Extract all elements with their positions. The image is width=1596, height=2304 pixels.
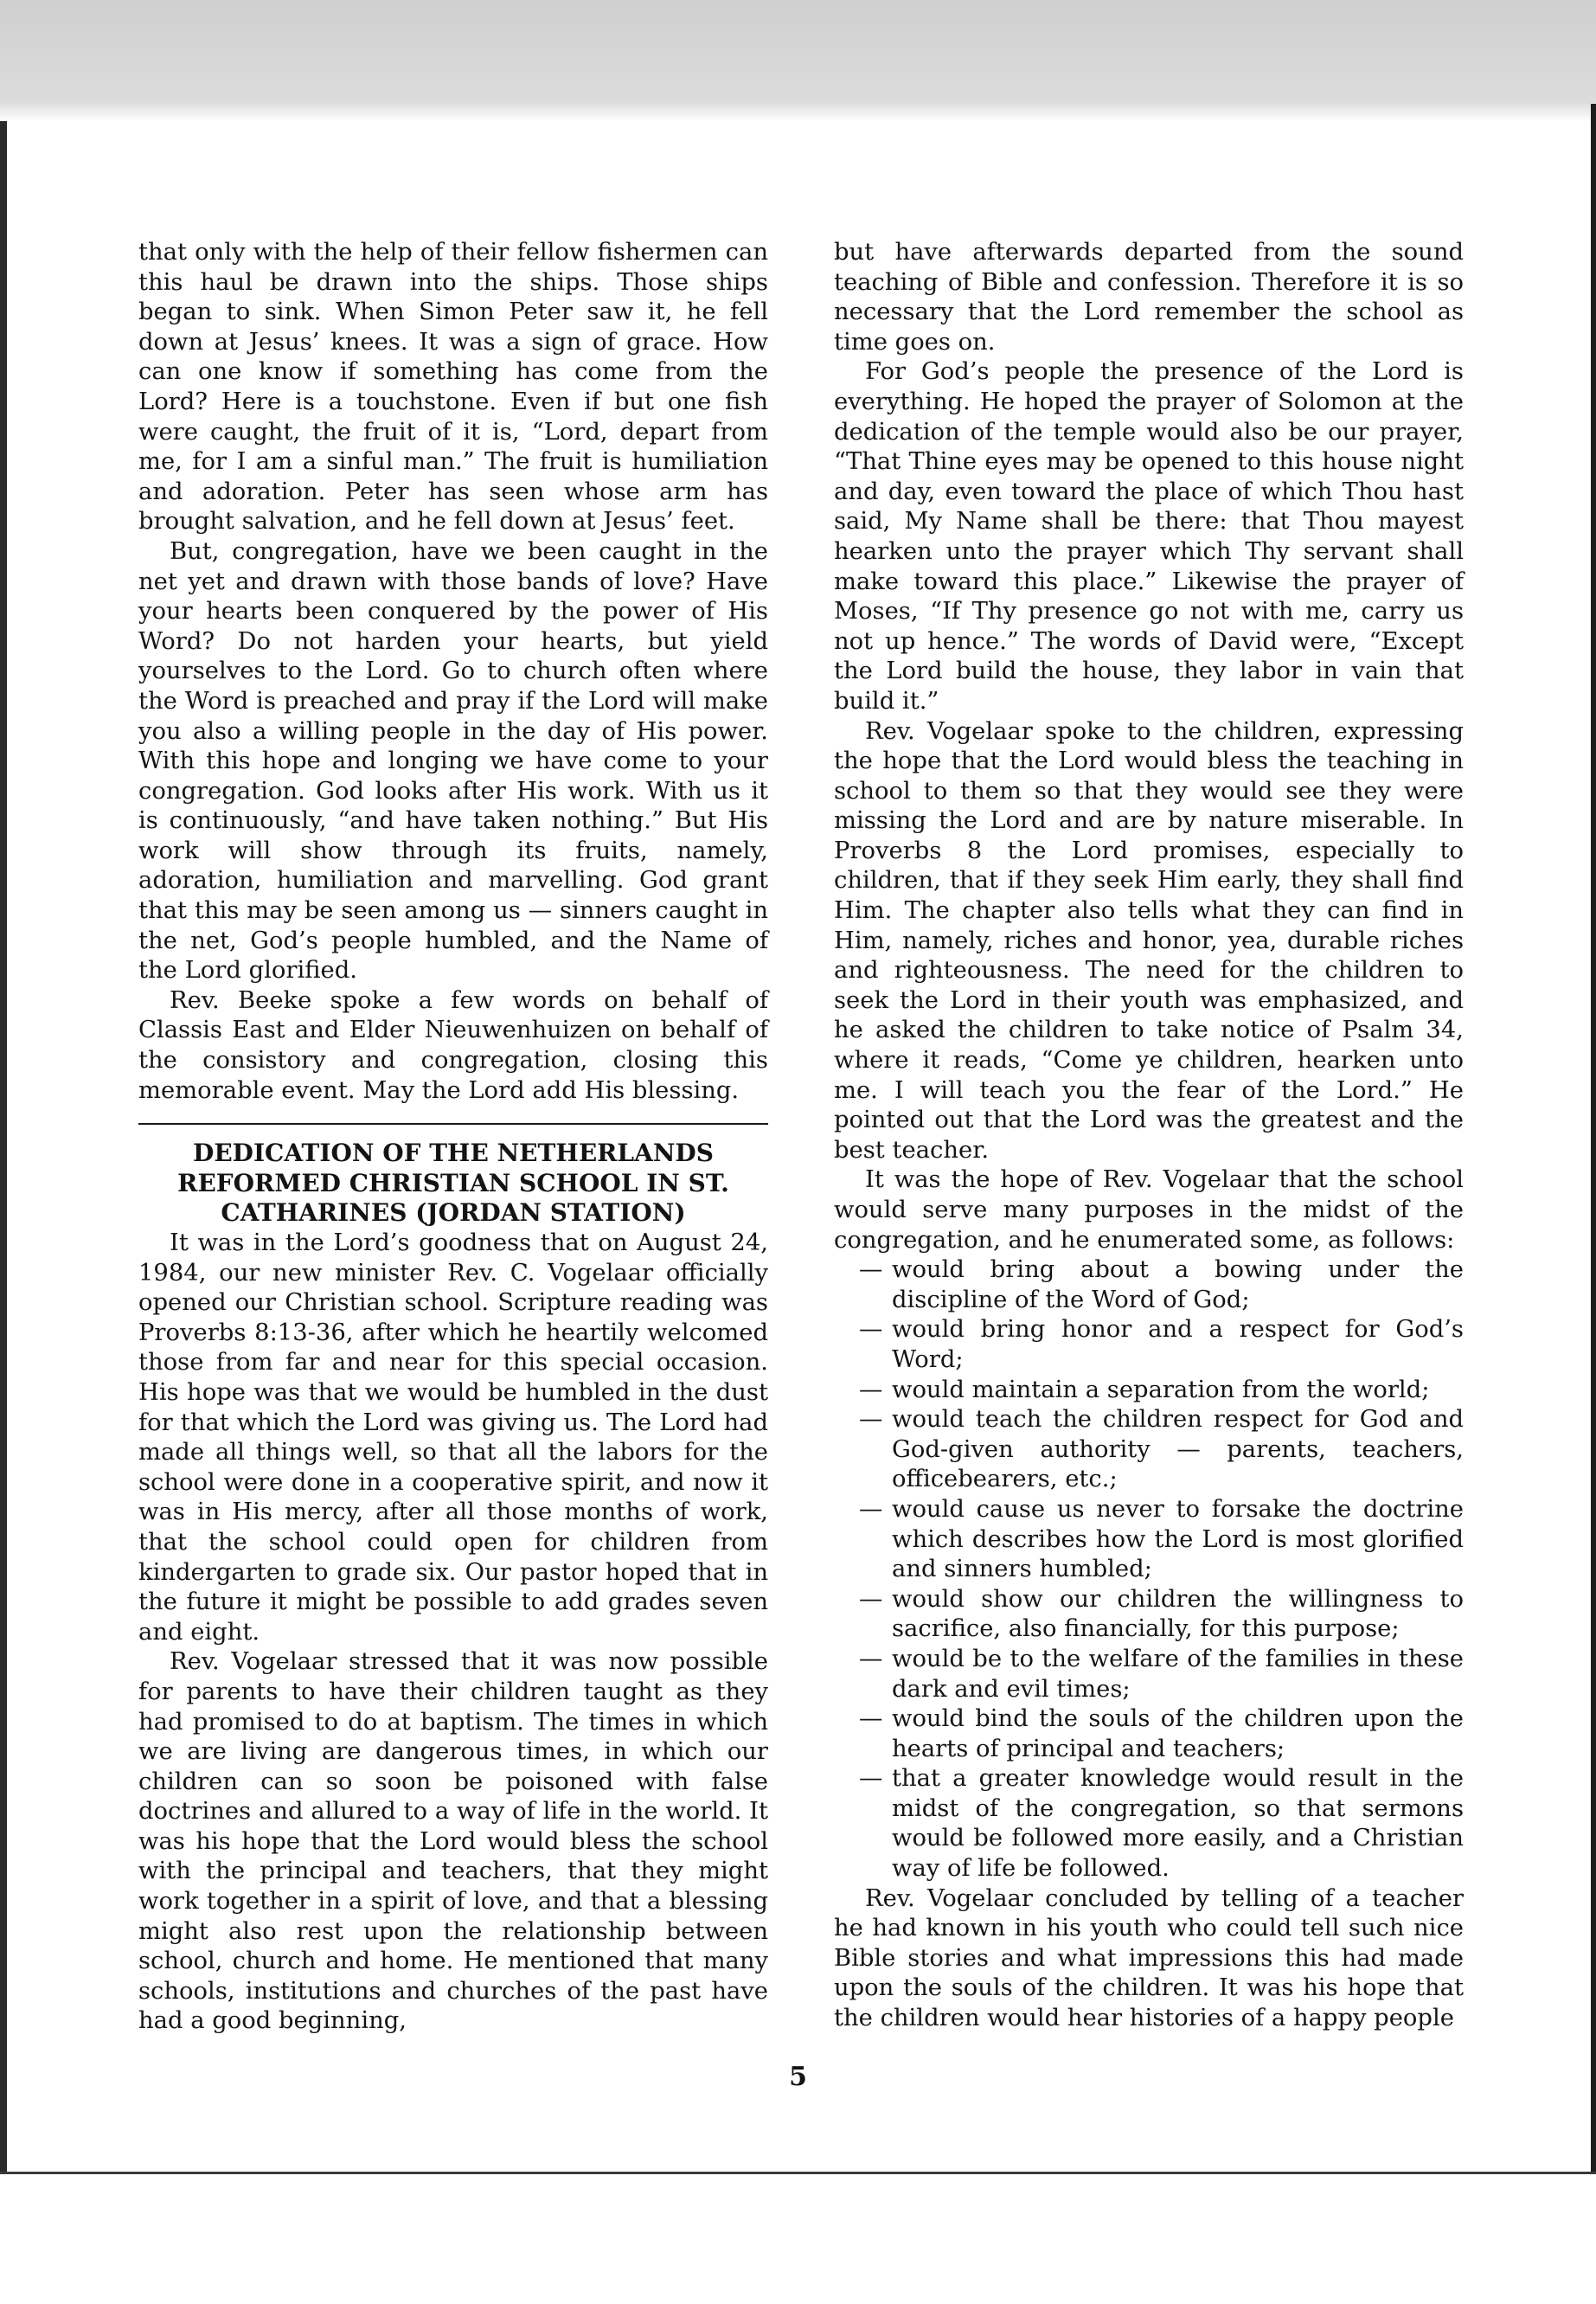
paragraph: It was the hope of Rev. Vogelaar that the school would serve many purposes in the midst of the congregation, and he enumerated some, as follows: (834, 1166, 1464, 1254)
section-heading: DEDICATION OF THE NETHERLANDS REFORMED CHRISTIAN SCHOOL IN ST. CATHARINES (JORDAN STATION) (177, 1139, 729, 1228)
list-item: — would be to the welfare of the families in these dark and evil times; (834, 1645, 1464, 1704)
paragraph: For God’s people the presence of the Lord is everything. He hoped the prayer of Solomon at the dedication of the temple would also be our prayer, “That Thine eyes may be opened to this house night and day, even toward the place of which Thou hast said, My Name shall be there: that Thou mayest hearken unto the prayer which Thy servant shall make toward this place.” Likewise the prayer of Moses, “If Thy presence go not with me, carry us not up hence.” The words of David were, “Except the Lord build the house, they labor in vain that build it.” (834, 358, 1464, 715)
paragraph: Rev. Vogelaar spoke to the children, expressing the hope that the Lord would bless the teaching in school to them so that they would see they were missing the Lord and are by nature miserable. In Proverbs 8 the Lord promises, especially to children, that if they seek Him early, they shall find Him. The chapter also tells what they can find in Him, namely, riches and honor, yea, durable riches and righteousness. The need for the children to seek the Lord in their youth was emphasized, and he asked the children to take notice of Psalm 34, where it reads, “Come ye children, hearken unto me. I will teach you the fear of the Lord.” He pointed out that the Lord was the greatest and the best teacher. (834, 717, 1464, 1164)
list-item: — would teach the children respect for God and God-given authority — parents, teachers, officebearers, etc.; (834, 1405, 1464, 1495)
paragraph: Rev. Beeke spoke a few words on behalf of Classis East and Elder Nieuwenhuizen on behalf of the consistory and congregation, closing this memorable event. May the Lord add His blessing. (138, 986, 768, 1104)
scan-left-edge (0, 121, 7, 2172)
section-divider (138, 1123, 768, 1125)
scan-top-margin (0, 0, 1596, 121)
list-item: — would bring about a bowing under the discipline of the Word of God; (834, 1255, 1464, 1315)
left-column (138, 238, 768, 2037)
paragraph: Rev. Vogelaar concluded by telling of a teacher he had known in his youth who could tell such nice Bible stories and what impressions this had made upon the souls of the children. It was his hope that the children would hear histories of a happy people (834, 1884, 1464, 2032)
list-item: — would bind the souls of the children upon the hearts of principal and teachers; (834, 1704, 1464, 1764)
page-number: 5 (789, 2062, 807, 2092)
list-item: — would show our children the willingness to sacrifice, also financially, for this purpose; (834, 1585, 1464, 1645)
list-item: — that a greater knowledge would result in the midst of the congregation, so that sermons would be followed more easily, and a Christian way of life be followed. (834, 1764, 1464, 1884)
right-column (834, 238, 1464, 2034)
paragraph: that only with the help of their fellow fishermen can this haul be drawn into the ships. Those ships began to sink. When Simon Peter saw it, he fell down at Jesus’ knees. It was a sign of grace. How can one know if something has come from the Lord? Here is a touchstone. Even if but one fish were caught, the fruit of it is, “Lord, depart from me, for I am a sinful man.” The fruit is humiliation and adoration. Peter has seen whose arm has brought salvation, and he fell down at Jesus’ feet. (138, 239, 768, 536)
list-item: — would cause us never to forsake the doctrine which describes how the Lord is most glorified and sinners humbled; (834, 1495, 1464, 1585)
scan-bottom-margin (0, 2172, 1596, 2304)
paragraph: But, congregation, have we been caught in the net yet and drawn with those bands of love? Have your hearts been conquered by the power of His Word? Do not harden your hearts, but yield yourselves to the Lord. Go to church often where the Word is preached and pray if the Lord will make you also a willing people in the day of His power. With this hope and longing we have come to your congregation. God looks after His work. With us it is continuously, “and have taken nothing.” But His work will show through its fruits, namely, adoration, humiliation and marvelling. God grant that this may be seen among us — sinners caught in the net, God’s people humbled, and the Name of the Lord glorified. (138, 537, 768, 985)
list-item: — would maintain a separation from the world; (834, 1376, 1464, 1406)
scan-right-edge (1591, 104, 1596, 2198)
paragraph: Rev. Vogelaar stressed that it was now possible for parents to have their children taught as they had promised to do at baptism. The times in which we are living are dangerous times, in which our children can so soon be poisoned with false doctrines and allured to a way of life in the world. It was his hope that the Lord would bless the school with the principal and teachers, that they might work together in a spirit of love, and that a blessing might also rest upon the relationship between school, church and home. He mentioned that many schools, institutions and churches of the past have had a good beginning, (138, 1648, 768, 2035)
paragraph: It was in the Lord’s goodness that on August 24, 1984, our new minister Rev. C. Vogelaar officially opened our Christian school. Scripture reading was Proverbs 8:13-36, after which he heartily welcomed those from far and near for this special occasion. His hope was that we would be humbled in the dust for that which the Lord was giving us. The Lord had made all things well, so that all the labors for the school were done in a cooperative spirit, and now it was in His mercy, after all those months of work, that the school could open for children from kindergarten to grade six. Our pastor hoped that in the future it might be possible to add grades seven and eight. (138, 1229, 768, 1646)
list-item: — would bring honor and a respect for God’s Word; (834, 1315, 1464, 1375)
purposes-list (834, 1255, 1464, 1884)
paragraph: but have afterwards departed from the sound teaching of Bible and confession. Therefore it is so necessary that the Lord remember the school as time goes on. (834, 239, 1464, 356)
